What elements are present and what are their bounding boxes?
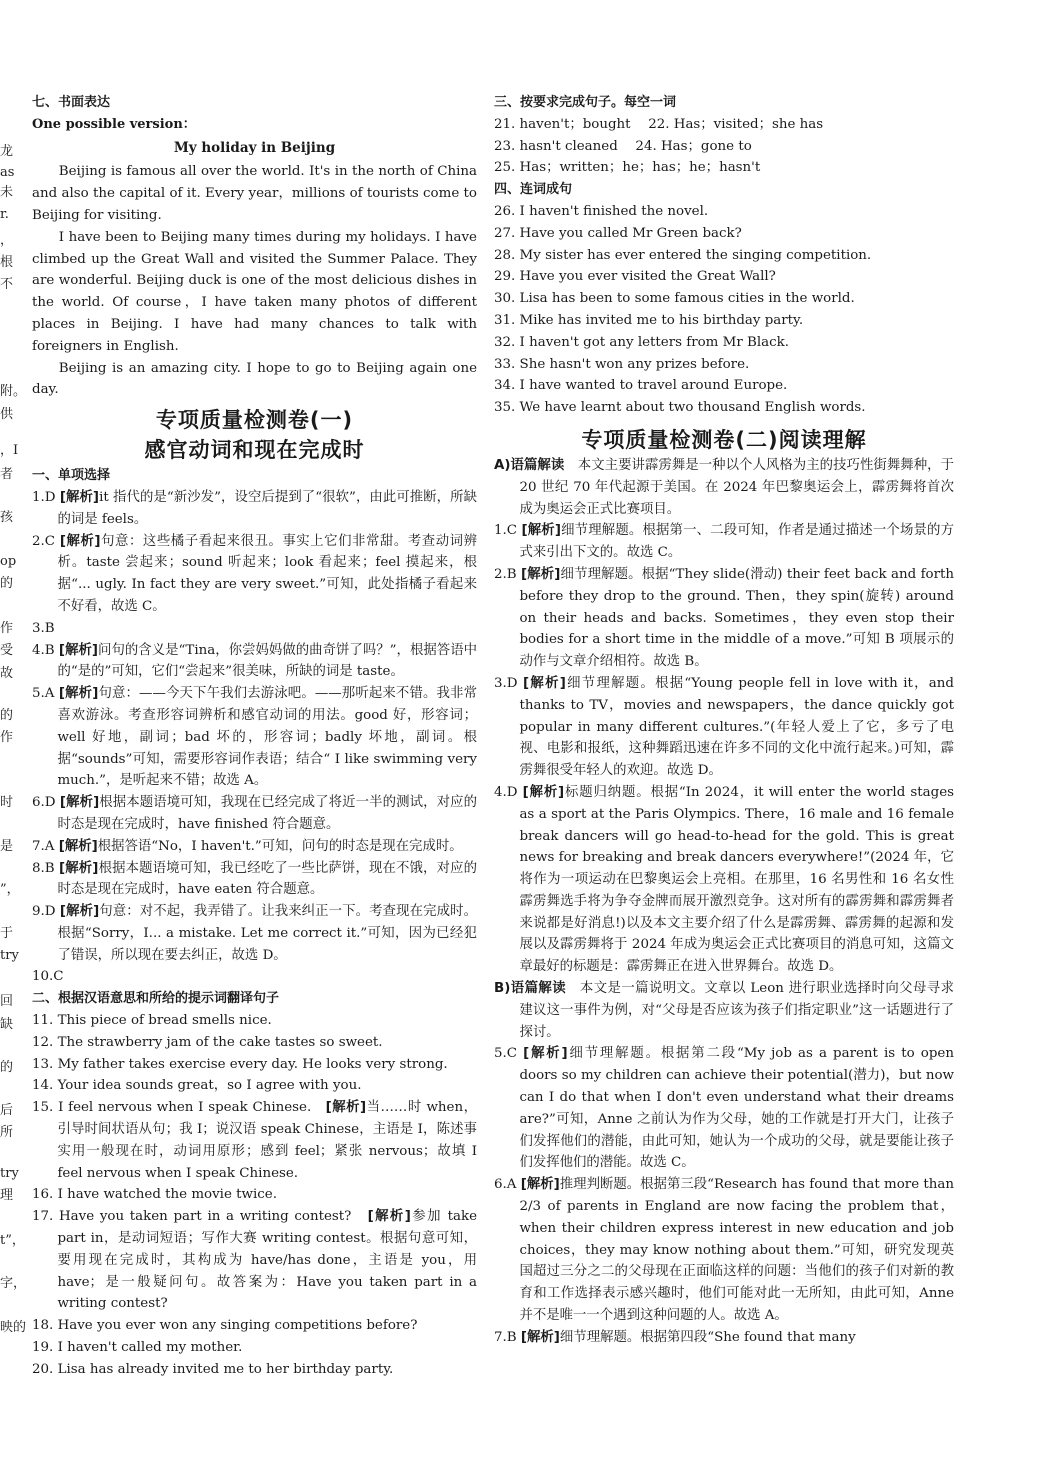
translation-list [32, 1010, 477, 1381]
answer-line: 26. I haven't finished the novel. [494, 203, 709, 219]
passage-a-text: 本文主要讲霹雳舞是一种以个人风格为主的技巧性街舞舞种，于 20 世纪 70 年代起源于美国。在 2024 年巴黎奥运会上，霹雳舞将首次成为奥运会正式比赛项目。 [519, 457, 955, 517]
choice-answer [32, 858, 477, 902]
reading-answer [494, 1174, 954, 1327]
word-order-heading: 四、连词成句 [494, 182, 573, 198]
edge-fragment: 的 [0, 576, 14, 591]
passage-b-intro [494, 978, 954, 1043]
passage-b-text: 本文是一篇说明文。文章以 Leon 进行职业选择时向父母寻求建议这一事件为例，对“父母是否应该为孩子们指定职业”这一话题进行了探讨。 [519, 981, 955, 1040]
word-order-list [494, 201, 954, 419]
item-text: 细节理解题。根据“They slide(滑动) their feet back and forth before they drop to the ground. Then，they spin(旋转) around on their heads and backs. Sometimes，they even stop their bodies for a short time in the middle of a move.”可知 B 项展示的动作与文章介绍相符。故选 B。 [519, 566, 954, 670]
left-column [32, 92, 477, 1381]
essay-paragraph: I have been to Beijing many times during my holidays. I have climbed up the Great Wall and visited the Summer Palace. They are wonderful. Beijing duck is one of the most delicious dishes in the world. Of course，I have taken many photos of different places in Beijing. I have had many chances to talk with foreigners in English. [32, 229, 477, 354]
item-text: 句意：——今天下午我们去游泳吧。——那听起来不错。我非常喜欢游泳。考查形容词辨析和感官动词的用法。good 好，形容词；well 好地，副词；bad 坏的，形容词；badly 坏地，副词。根据“sounds”可知，需要形容词作表语；结合“ I like swimming very much.”，是听起来不错；故选 A。 [57, 686, 477, 789]
choice-answer [32, 792, 477, 836]
single-choice-list [32, 487, 477, 988]
complete-sentence-heading: 三、按要求完成句子。每空一词 [494, 95, 677, 110]
passage-a-intro [494, 455, 954, 520]
reading-answer [494, 564, 954, 673]
complete-sentence-list [494, 114, 954, 179]
analysis-tag: [解析] [521, 523, 561, 539]
analysis-tag: [解析] [520, 1329, 560, 1345]
choice-answer [32, 531, 477, 618]
writing-version-label: One possible version： [32, 116, 196, 132]
edge-fragment: 者 [0, 467, 14, 482]
item-number: 5.A [32, 686, 55, 702]
analysis-tag: [解析] [367, 1209, 411, 1225]
answer-line: 32. I haven't got any letters from Mr Black. [494, 334, 789, 350]
edge-fragment: 供 [0, 407, 14, 422]
edge-fragment: 于 [0, 926, 14, 941]
answer-line: 30. Lisa has been to some famous cities in the world. [494, 291, 855, 307]
translation-heading: 二、根据汉语意思和所给的提示词翻译句子 [32, 991, 280, 1007]
answer-line: 35. We have learnt about two thousand English words. [494, 400, 866, 416]
item-number: 1.C [494, 523, 518, 539]
item-number: 10.C [32, 969, 64, 985]
test1-subtitle: 感官动词和现在完成时 [144, 438, 365, 463]
item-number: 12. [32, 1034, 54, 1050]
item-number: 4.D [494, 784, 518, 800]
edge-fragment: 是 [0, 839, 14, 854]
analysis-tag: [解析] [58, 838, 98, 854]
choice-answer [32, 901, 477, 966]
analysis-tag: [解析] [59, 904, 100, 920]
choice-answer [32, 618, 477, 640]
edge-fragment: 孩 [0, 510, 14, 525]
edge-fragment: 字， [0, 1276, 27, 1291]
item-text: Your idea sounds great，so I agree with you. [57, 1078, 362, 1094]
test2-title: 专项质量检测卷(二)阅读理解 [581, 427, 867, 452]
essay-paragraph: Beijing is an amazing city. I hope to go to Beijing again one day. [32, 360, 477, 398]
edge-fragment: try [0, 1166, 19, 1181]
item-number: 11. [32, 1013, 54, 1029]
edge-fragment: 受 [0, 643, 14, 658]
item-text: 推理判断题。根据第三段“Research has found that more than 2/3 of parents in England are now facing the problem that，when their children express interest in new education and job choices，they may know nothing about them.”可知，研究发现英国超过三分之二的父母现在正面临这样的问题：当他们的孩子们对新的教育和工作选择表示感兴趣时，他们可能对此一无所知，由此可知，Anne 并不是唯一一个遇到这种问题的人。故选 A。 [519, 1177, 954, 1324]
item-number: 2.C [32, 533, 56, 549]
edge-fragment: 理 [0, 1188, 14, 1203]
answer-line: 34. I have wanted to travel around Europe. [494, 378, 788, 394]
item-text: Have you ever won any singing competitions before? [57, 1318, 418, 1334]
reading-answer [494, 520, 954, 564]
edge-fragment: as [0, 165, 15, 180]
translation-answer [32, 1206, 477, 1315]
edge-fragment: t”， [0, 1233, 25, 1248]
item-answer: I feel nervous when I speak Chinese. [58, 1100, 312, 1116]
answer-line: 27. Have you called Mr Green back? [494, 225, 742, 241]
answer-line: 28. My sister has ever entered the singing competition. [494, 247, 872, 263]
analysis-tag: [解析] [523, 1046, 568, 1062]
analysis-tag: [解析] [521, 566, 561, 582]
edge-fragment: r. [0, 207, 9, 222]
edge-fragment: 不 [0, 277, 14, 292]
edge-fragment: 后 [0, 1103, 14, 1118]
passage-b-label: B)语篇解读 [494, 981, 567, 997]
item-number: 7.B [494, 1329, 517, 1345]
edge-fragment: 所 [0, 1125, 14, 1140]
edge-fragment: ”， [0, 882, 20, 897]
choice-answer [32, 640, 477, 684]
item-number: 15. [32, 1100, 54, 1116]
reading-answers-a [494, 520, 954, 978]
choice-answer [32, 487, 477, 531]
essay-title: My holiday in Beijing [173, 139, 336, 156]
edge-fragment: op [0, 554, 17, 569]
analysis-tag: [解析] [325, 1100, 367, 1116]
edge-fragment: 未 [0, 185, 14, 200]
item-number: 18. [32, 1318, 54, 1334]
item-number: 5.C [494, 1046, 518, 1062]
edge-fragment: 作 [0, 621, 14, 636]
item-number: 13. [32, 1056, 54, 1072]
translation-answer [32, 1097, 477, 1184]
item-text: Lisa has already invited me to her birthday party. [57, 1361, 394, 1377]
answer-line: 21. haven't；bought 22. Has；visited；she has [494, 116, 824, 132]
single-choice-heading: 一、单项选择 [32, 468, 111, 484]
item-text: The strawberry jam of the cake tastes so sweet. [57, 1034, 383, 1050]
reading-answer [494, 782, 954, 978]
item-number: 20. [32, 1361, 54, 1377]
answer-line: 29. Have you ever visited the Great Wall? [494, 269, 776, 285]
item-number: 4.B [32, 642, 55, 658]
item-text: 细节理解题。根据第一、二段可知，作者是通过描述一个场景的方式来引出下文的。故选 C。 [519, 523, 954, 561]
item-text: 细节理解题。根据“Young people fell in love with it，and thanks to TV，movies and newspapers，the dance quickly got popular in many different cultures.”(年轻人爱上了它，多亏了电视、电影和报纸，这种舞蹈迅速在许多不同的文化中流行起来。)可知，霹雳舞很受年轻人的欢迎。故选 D。 [519, 675, 954, 779]
essay-paragraph: Beijing is famous all over the world. It's in the north of China and also the capital of it. Every year，millions of tourists come to Beijing for visiting. [32, 164, 477, 223]
translation-answer [32, 1010, 477, 1032]
edge-fragment: 根 [0, 255, 14, 270]
passage-a-label: A)语篇解读 [494, 457, 565, 473]
item-text: My father takes exercise every day. He looks very strong. [57, 1056, 448, 1072]
edge-fragment: 龙 [0, 144, 14, 159]
reading-answer [494, 1043, 954, 1174]
answer-line: 31. Mike has invited me to his birthday party. [494, 312, 804, 328]
item-number: 3.B [32, 620, 55, 636]
edge-fragment: ，I [0, 443, 19, 458]
item-number: 16. [32, 1187, 54, 1203]
item-text: 句意：这些橘子看起来很丑。事实上它们非常甜。考查动词辨析。taste 尝起来；sound 听起来；look 看起来；feel 摸起来，根据“... ugly. In fact they are very sweet.”可知，此处指橘子看起来不好看，故选 C。 [57, 533, 477, 614]
item-text: I have watched the movie twice. [57, 1187, 277, 1203]
item-text: 根据本题语境可知，我现在已经完成了将近一半的测试，对应的时态是现在完成时，have finished 符合题意。 [57, 795, 477, 832]
reading-answer [494, 1327, 954, 1349]
edge-fragment: ， [0, 233, 14, 248]
translation-answer [32, 1075, 477, 1097]
item-text: 细节理解题。根据第二段“My job as a parent is to open doors so my children can achieve their potential(潜力)，but now can I do that when I don't even understand what their dreams are?”可知，Anne 之前认为作为父母，她的工作就是打开大门，让孩子们发挥他们的潜能，由此可知，她认为一个成功的父母，就是要能让孩子们发挥他们的潜能。故选 C。 [519, 1046, 954, 1171]
analysis-tag: [解析] [520, 1177, 560, 1193]
item-explanation: 当……时 when，引导时间状语从句；我 I；说汉语 speak Chinese，主语是 I，陈述事实用一般现在时，动词用原形；感到 feel；紧张 nervous；故填 I feel nervous when I speak Chinese. [57, 1100, 477, 1181]
item-text: 根据答语“No，I haven't.”可知，问句的时态是现在完成时。 [97, 838, 463, 854]
item-answer: Have you taken part in a writing contest? [58, 1209, 352, 1225]
edge-fragment: 缺 [0, 1017, 14, 1032]
translation-answer [32, 1032, 477, 1054]
item-text: 根据本题语境可知，我已经吃了一些比萨饼，现在不饿，对应的时态是现在完成时，have eaten 符合题意。 [57, 860, 477, 898]
edge-fragment: 的 [0, 1060, 14, 1075]
edge-fragment: 的 [0, 708, 14, 723]
edge-fragment: 故 [0, 666, 14, 681]
translation-answer [32, 1054, 477, 1076]
edge-fragment: try [0, 948, 19, 963]
item-text: 细节理解题。根据第四段“She found that many [559, 1329, 856, 1345]
item-number: 7.A [32, 838, 55, 854]
choice-answer [32, 966, 477, 988]
item-text: 句意：对不起，我弄错了。让我来纠正一下。考查现在完成时。根据“Sorry，I... a mistake. Let me correct it.”可知，因为已经犯了错误，所以现在要去纠正，故选 D。 [57, 904, 477, 963]
edge-fragment: 附。 [0, 384, 27, 399]
edge-fragment: 回 [0, 994, 14, 1009]
item-number: 2.B [494, 566, 517, 582]
item-text: This piece of bread smells nice. [57, 1013, 272, 1029]
translation-answer [32, 1184, 477, 1206]
edge-fragment: 作 [0, 730, 14, 745]
edge-fragment: 映的 [0, 1320, 27, 1335]
item-number: 9.D [32, 904, 56, 920]
answer-line: 25. Has；written；he；has；he；hasn't [494, 160, 761, 176]
writing-section-heading: 七、书面表达 [32, 95, 111, 110]
item-number: 6.A [494, 1177, 517, 1193]
choice-answer [32, 836, 477, 858]
translation-answer [32, 1315, 477, 1337]
test1-title: 专项质量检测卷(一) [155, 408, 354, 433]
choice-answer [32, 683, 477, 792]
analysis-tag: [解析] [58, 642, 99, 658]
item-number: 17. [32, 1209, 54, 1225]
item-text: 标题归纳题。根据“In 2024，it will enter the world stages as a sport at the Paris Olympics. There，16 male and 16 female break dancers will go head-to-head for the gold. This is great news for breaking and break dancers everywhere!”(2024 年，它将作为一项运动在巴黎奥运会上亮相。在那里，16 名男性和 16 名女性霹雳舞选手将为争夺金牌而展开激烈竞争。这对所有的霹雳舞和霹雳舞者来说都是好消息!)以及本文主要介绍了什么是霹雳舞、霹雳舞的起源和发展以及霹雳舞将于 2024 年成为奥运会正式比赛项目的消息可知，这篇文章最好的标题是：霹雳舞正在进入世界舞台。故选 D。 [519, 784, 954, 975]
answer-line: 33. She hasn't won any prizes before. [494, 356, 750, 372]
item-text: 问句的含义是“Tina，你尝妈妈做的曲奇饼了吗？”，根据答语中的“是的”可知，它们“尝起来”很美味，所缺的词是 taste。 [57, 642, 478, 680]
analysis-tag: [解析] [59, 489, 100, 505]
item-number: 8.B [32, 860, 55, 876]
analysis-tag: [解析] [523, 675, 566, 691]
translation-answer [32, 1359, 477, 1381]
item-number: 6.D [32, 795, 56, 811]
item-number: 1.D [32, 489, 56, 505]
item-number: 14. [32, 1078, 54, 1094]
analysis-tag: [解析] [59, 533, 101, 549]
item-number: 3.D [494, 675, 518, 691]
item-number: 19. [32, 1340, 54, 1356]
item-explanation: 参加 take part in，是动词短语；写作大赛 writing contest。根据句意可知，要用现在完成时，其构成为 have/has done，主语是 you，用 have；是一般疑问句。故答案为：Have you taken part in a writing contest? [57, 1209, 477, 1312]
item-text: I haven't called my mother. [57, 1340, 243, 1356]
analysis-tag: [解析] [59, 795, 100, 811]
right-column [494, 92, 954, 1349]
reading-answers-b [494, 1043, 954, 1348]
analysis-tag: [解析] [522, 784, 565, 800]
edge-fragment: 时 [0, 795, 14, 810]
item-text: it 指代的是“新沙发”，设空后提到了“很软”，由此可推断，所缺的词是 feels。 [57, 489, 477, 527]
translation-answer [32, 1337, 477, 1359]
answer-line: 23. hasn't cleaned 24. Has；gone to [494, 138, 752, 154]
reading-answer [494, 673, 954, 782]
analysis-tag: [解析] [59, 860, 99, 876]
analysis-tag: [解析] [58, 686, 99, 702]
